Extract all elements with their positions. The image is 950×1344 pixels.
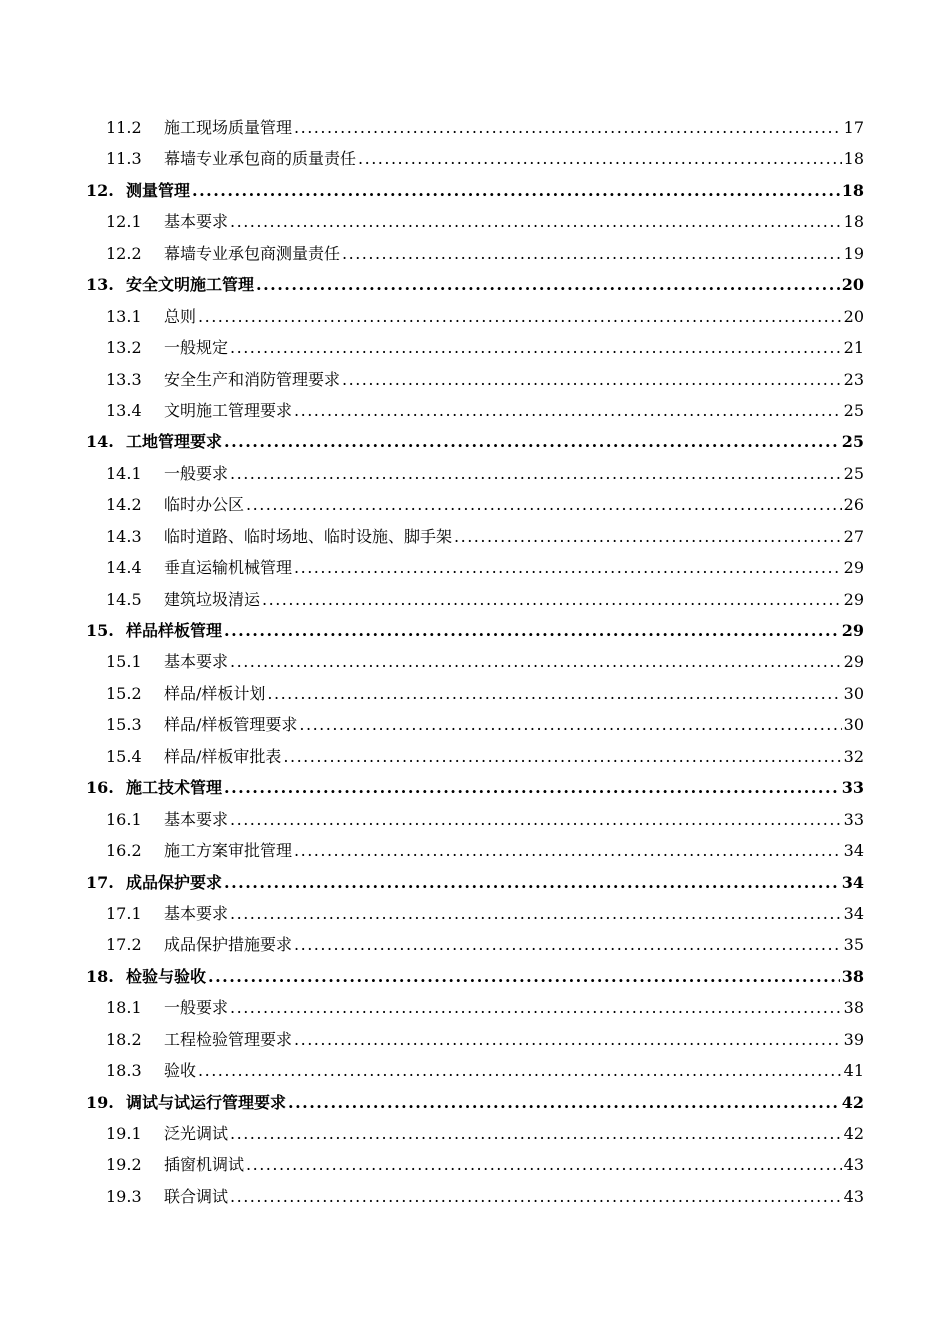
toc-section-entry[interactable]: [86, 458, 864, 489]
toc-dot-leader: [224, 772, 840, 803]
toc-section-entry[interactable]: [86, 395, 864, 426]
toc-dot-leader: [224, 867, 840, 898]
toc-entry-title: 一般要求: [164, 998, 229, 1018]
toc-entry-number: 18.3: [106, 1061, 142, 1081]
toc-chapter-entry[interactable]: [86, 867, 864, 898]
toc-dot-leader: [294, 552, 842, 583]
toc-section-entry[interactable]: [86, 929, 864, 960]
toc-entry-number: 18.1: [106, 998, 142, 1018]
toc-entry-number: 16.1: [106, 809, 142, 829]
toc-section-entry[interactable]: [86, 741, 864, 772]
toc-dot-leader: [230, 458, 842, 489]
toc-entry-number: 13.1: [106, 306, 142, 326]
toc-dot-leader: [283, 741, 841, 772]
toc-page-number: 43: [843, 1155, 864, 1175]
toc-page-number: 38: [843, 998, 864, 1018]
toc-entry-number: 12.2: [106, 243, 142, 263]
table-of-contents: [86, 112, 864, 1212]
toc-page-number: 18: [843, 149, 864, 169]
toc-entry-number: 15.2: [106, 683, 142, 703]
toc-page-number: 30: [843, 683, 864, 703]
toc-dot-leader: [342, 364, 842, 395]
toc-entry-title: 验收: [164, 1061, 197, 1081]
toc-dot-leader: [230, 206, 842, 237]
toc-page-number: 42: [841, 1092, 864, 1112]
toc-section-entry[interactable]: [86, 143, 864, 174]
toc-dot-leader: [246, 489, 842, 520]
toc-entry-title: 插窗机调试: [164, 1155, 245, 1175]
toc-dot-leader: [230, 804, 842, 835]
toc-page-number: 43: [843, 1186, 864, 1206]
toc-page-number: 29: [843, 652, 864, 672]
toc-section-entry[interactable]: [86, 521, 864, 552]
toc-page-number: 25: [843, 400, 864, 420]
toc-section-entry[interactable]: [86, 552, 864, 583]
toc-entry-title: 工程检验管理要求: [164, 1029, 293, 1049]
toc-entry-title: 一般规定: [164, 338, 229, 358]
toc-entry-number: 18.: [86, 966, 114, 986]
toc-dot-leader: [224, 615, 840, 646]
toc-page-number: 42: [843, 1124, 864, 1143]
toc-section-entry[interactable]: [86, 584, 864, 615]
toc-chapter-entry[interactable]: [86, 175, 864, 206]
toc-section-entry[interactable]: [86, 709, 864, 740]
toc-section-entry[interactable]: [86, 206, 864, 237]
toc-page-number: 34: [841, 872, 864, 892]
toc-entry-title: 一般要求: [164, 463, 229, 483]
toc-entry-title: 临时办公区: [164, 495, 245, 515]
toc-dot-leader: [246, 1149, 842, 1180]
toc-entry-title: 联合调试: [164, 1186, 229, 1206]
toc-page-number: 20: [841, 275, 864, 295]
toc-section-entry[interactable]: [86, 646, 864, 677]
toc-entry-number: 19.: [86, 1092, 114, 1112]
toc-dot-leader: [454, 521, 842, 552]
toc-page-number: 29: [843, 558, 864, 578]
toc-dot-leader: [294, 835, 842, 866]
toc-entry-title: 施工技术管理: [126, 778, 223, 798]
toc-entry-number: 19.2: [106, 1155, 142, 1175]
toc-dot-leader: [256, 269, 840, 300]
toc-page-number: 27: [843, 526, 864, 546]
toc-dot-leader: [230, 646, 842, 677]
toc-page-number: 33: [841, 778, 864, 798]
toc-entry-number: 18.2: [106, 1029, 142, 1049]
toc-section-entry[interactable]: [86, 804, 864, 835]
toc-page-number: 34: [843, 841, 864, 861]
toc-entry-title: 幕墙专业承包商的质量责任: [164, 149, 357, 169]
toc-entry-title: 检验与验收: [126, 966, 207, 986]
toc-chapter-entry[interactable]: [86, 426, 864, 457]
toc-entry-title: 临时道路、临时场地、临时设施、脚手架: [164, 526, 453, 546]
toc-entry-number: 13.2: [106, 338, 142, 358]
toc-entry-title: 样品/样板审批表: [164, 746, 282, 766]
toc-entry-number: 15.3: [106, 715, 142, 735]
toc-entry-number: 14.2: [106, 495, 142, 515]
toc-page-number: 33: [843, 809, 864, 829]
toc-dot-leader: [198, 1055, 842, 1086]
toc-entry-title: 建筑垃圾清运: [164, 589, 261, 609]
toc-section-entry[interactable]: [86, 992, 864, 1023]
toc-chapter-entry[interactable]: [86, 1087, 864, 1118]
toc-entry-number: 13.: [86, 275, 114, 295]
toc-entry-number: 14.4: [106, 558, 142, 578]
toc-entry-number: 11.3: [106, 149, 142, 169]
toc-entry-number: 19.3: [106, 1186, 142, 1206]
toc-entry-number: 15.4: [106, 746, 142, 766]
toc-page-number: 25: [843, 463, 864, 483]
toc-entry-title: 样品/样板计划: [164, 683, 266, 703]
toc-entry-title: 成品保护要求: [126, 872, 223, 892]
toc-chapter-entry[interactable]: [86, 961, 864, 992]
toc-dot-leader: [230, 898, 842, 929]
toc-dot-leader: [230, 992, 842, 1023]
toc-entry-number: 13.3: [106, 369, 142, 389]
toc-dot-leader: [230, 1118, 842, 1149]
toc-entry-title: 施工现场质量管理: [164, 118, 293, 137]
toc-entry-number: 12.: [86, 180, 114, 200]
toc-entry-title: 基本要求: [164, 212, 229, 232]
toc-entry-number: 11.2: [106, 118, 142, 137]
toc-entry-title: 基本要求: [164, 809, 229, 829]
toc-entry-title: 幕墙专业承包商测量责任: [164, 243, 341, 263]
toc-entry-title: 施工方案审批管理: [164, 841, 293, 861]
toc-page-number: 29: [843, 589, 864, 609]
toc-entry-number: 14.5: [106, 589, 142, 609]
toc-entry-title: 总则: [164, 306, 197, 326]
toc-section-entry[interactable]: [86, 364, 864, 395]
toc-entry-number: 13.4: [106, 400, 142, 420]
toc-dot-leader: [198, 301, 842, 332]
toc-page-number: 41: [843, 1061, 864, 1081]
toc-section-entry[interactable]: [86, 489, 864, 520]
toc-dot-leader: [230, 332, 842, 363]
toc-dot-leader: [224, 426, 840, 457]
toc-page-number: 30: [843, 715, 864, 735]
toc-entry-title: 调试与试运行管理要求: [126, 1092, 287, 1112]
toc-dot-leader: [192, 175, 840, 206]
toc-entry-title: 安全文明施工管理: [126, 275, 255, 295]
toc-dot-leader: [230, 1181, 842, 1212]
toc-dot-leader: [294, 929, 842, 960]
toc-entry-number: 19.1: [106, 1124, 142, 1143]
toc-section-entry[interactable]: [86, 898, 864, 929]
toc-section-entry[interactable]: [86, 678, 864, 709]
toc-entry-number: 15.1: [106, 652, 142, 672]
toc-page-number: 19: [843, 243, 864, 263]
toc-entry-number: 15.: [86, 621, 114, 640]
toc-entry-title: 文明施工管理要求: [164, 400, 293, 420]
toc-dot-leader: [288, 1087, 840, 1118]
toc-chapter-entry[interactable]: [86, 615, 864, 646]
toc-page-number: 39: [843, 1029, 864, 1049]
toc-page-number: 32: [843, 746, 864, 766]
toc-entry-number: 17.1: [106, 903, 142, 923]
toc-entry-number: 14.: [86, 432, 114, 452]
toc-chapter-entry[interactable]: [86, 269, 864, 300]
toc-page-number: 21: [843, 338, 864, 358]
toc-page-number: 25: [841, 432, 864, 452]
toc-entry-number: 14.1: [106, 463, 142, 483]
toc-entry-title: 垂直运输机械管理: [164, 558, 293, 578]
toc-section-entry[interactable]: [86, 332, 864, 363]
toc-page-number: 20: [843, 306, 864, 326]
toc-section-entry[interactable]: [86, 301, 864, 332]
toc-page-number: 34: [843, 903, 864, 923]
toc-dot-leader: [342, 238, 842, 269]
toc-dot-leader: [262, 584, 842, 615]
toc-entry-title: 样品/样板管理要求: [164, 715, 298, 735]
toc-entry-title: 基本要求: [164, 652, 229, 672]
toc-section-entry[interactable]: [86, 1181, 864, 1212]
toc-dot-leader: [208, 961, 840, 992]
toc-section-entry[interactable]: [86, 112, 864, 143]
toc-entry-number: 17.: [86, 872, 114, 892]
toc-dot-leader: [358, 143, 842, 174]
toc-section-entry[interactable]: [86, 1024, 864, 1055]
toc-page-number: 17: [843, 118, 864, 137]
toc-section-entry[interactable]: [86, 1055, 864, 1086]
toc-entry-number: 16.2: [106, 841, 142, 861]
toc-page-number: 35: [843, 935, 864, 955]
toc-entry-title: 样品样板管理: [126, 621, 223, 640]
toc-page-number: 38: [841, 966, 864, 986]
toc-entry-title: 基本要求: [164, 903, 229, 923]
toc-page-number: 26: [843, 495, 864, 515]
toc-dot-leader: [267, 678, 841, 709]
toc-dot-leader: [294, 395, 842, 426]
toc-entry-number: 14.3: [106, 526, 142, 546]
toc-section-entry[interactable]: [86, 1118, 864, 1149]
toc-page-number: 18: [841, 180, 864, 200]
toc-entry-number: 16.: [86, 778, 114, 798]
toc-chapter-entry[interactable]: [86, 772, 864, 803]
toc-entry-title: 泛光调试: [164, 1124, 229, 1143]
toc-dot-leader: [294, 112, 842, 143]
toc-entry-title: 测量管理: [126, 180, 191, 200]
toc-entry-title: 工地管理要求: [126, 432, 223, 452]
toc-page-number: 23: [843, 369, 864, 389]
toc-entry-number: 12.1: [106, 212, 142, 232]
toc-dot-leader: [299, 709, 841, 740]
toc-section-entry[interactable]: [86, 1149, 864, 1180]
toc-page-number: 29: [841, 621, 864, 640]
toc-dot-leader: [294, 1024, 842, 1055]
toc-page-number: 18: [843, 212, 864, 232]
toc-entry-number: 17.2: [106, 935, 142, 955]
toc-entry-title: 成品保护措施要求: [164, 935, 293, 955]
toc-section-entry[interactable]: [86, 835, 864, 866]
toc-entry-title: 安全生产和消防管理要求: [164, 369, 341, 389]
toc-section-entry[interactable]: [86, 238, 864, 269]
